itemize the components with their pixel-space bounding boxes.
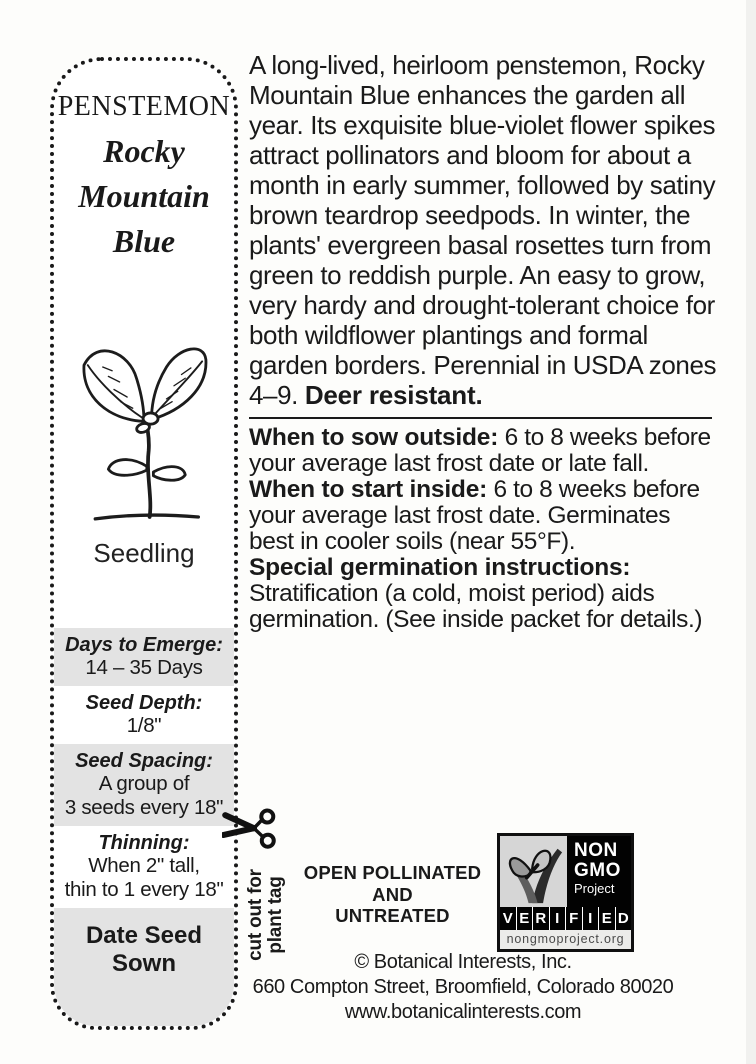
info-value: 14 – 35 Days xyxy=(85,656,203,679)
start-inside-text: 6 to 8 weeks before your average last frost date. Germinates best in cooler soils (near 55°F). xyxy=(249,476,700,555)
address-line: 660 Compton Street, Broomfield, Colorado 80020 xyxy=(252,976,674,998)
info-value: A group of xyxy=(98,772,190,795)
seedling-illustration xyxy=(69,320,219,534)
variety-line: Blue xyxy=(112,223,176,259)
verified-letter: I xyxy=(549,907,566,930)
start-inside-label: When to start inside: xyxy=(249,476,488,503)
illustration-caption: Seedling xyxy=(93,538,195,568)
variety-line: Rocky xyxy=(103,133,185,169)
growing-info-blocks xyxy=(54,628,234,1026)
start-inside-paragraph xyxy=(249,477,717,555)
info-value: 1/8" xyxy=(126,714,162,737)
verified-letter: E xyxy=(516,907,533,930)
info-block-seed-spacing xyxy=(54,744,234,826)
info-value: When 2" tall, xyxy=(88,854,200,877)
info-block-days-to-emerge xyxy=(54,628,234,686)
verified-letter: I xyxy=(582,907,599,930)
info-block-seed-depth xyxy=(54,686,234,744)
badge-title xyxy=(567,836,631,907)
non-gmo-url: nongmoproject.org xyxy=(500,930,631,949)
verified-letter: V xyxy=(502,910,513,927)
variety-title xyxy=(78,129,210,264)
date-seed-sown-block xyxy=(54,908,234,1026)
footer xyxy=(230,950,696,1025)
website-line: www.botanicalinterests.com xyxy=(344,1001,582,1023)
sow-outside-label: When to sow outside: xyxy=(249,424,499,451)
variety-line: Mountain xyxy=(78,178,210,214)
info-label: Thinning: xyxy=(98,832,190,854)
open-pollinated-line: UNTREATED xyxy=(335,905,450,926)
verified-letter: R xyxy=(532,907,549,930)
info-value: 3 seeds every 18" xyxy=(64,796,224,819)
verified-band xyxy=(500,907,631,930)
butterfly-icon xyxy=(500,836,567,907)
description-text: A long-lived, heirloom penstemon, Rocky Mountain Blue enhances the garden all year. Its exquisite blue-violet flower spikes attract pollinators and bloom for about a month in early summer, followed by satiny brown teardrop seedpods. In winter, the plants' evergreen basal rosettes turn from green to reddish purple. An easy to grow, very hardy and drought-tolerant choice for both wildflower plantings and formal garden borders. Perennial in USDA zones 4–9. xyxy=(249,50,717,410)
open-pollinated-line: OPEN POLLINATED xyxy=(303,862,482,883)
special-germination-paragraph xyxy=(249,555,717,633)
scissors-icon xyxy=(222,804,282,854)
copyright-line: © Botanical Interests, Inc. xyxy=(354,951,572,973)
verified-letter: F xyxy=(565,907,582,930)
plant-tag-panel xyxy=(50,57,238,1030)
special-germination-text: Stratification (a cold, moist period) aids germination. (See inside packet for details.) xyxy=(249,580,703,633)
sow-outside-text: 6 to 8 weeks before your average last frost date or late fall. xyxy=(249,424,711,477)
open-pollinated-line: AND xyxy=(372,883,413,905)
info-label: Days to Emerge: xyxy=(65,634,223,656)
description-paragraph xyxy=(249,50,717,410)
badge-gmo: GMO xyxy=(574,860,621,881)
sow-outside-paragraph xyxy=(249,425,717,477)
badge-top xyxy=(500,836,631,907)
special-germination-label: Special germination instructions: xyxy=(249,554,631,581)
cut-label-line: plant tag xyxy=(265,876,286,954)
info-label: Seed Spacing: xyxy=(75,750,213,772)
info-label: Seed Depth: xyxy=(85,692,203,714)
verified-letter: E xyxy=(598,907,615,930)
deer-resistant-note: Deer resistant. xyxy=(304,380,483,410)
badge-non: NON xyxy=(574,840,618,861)
info-value: thin to 1 every 18" xyxy=(64,878,224,901)
main-text-column xyxy=(249,50,717,633)
info-block-thinning xyxy=(54,826,234,908)
date-seed-sown-label: Date Seed Sown xyxy=(85,922,203,977)
verified-letter: D xyxy=(615,907,632,930)
badge-project: Project xyxy=(574,881,615,896)
scan-edge-artifact xyxy=(746,0,756,1064)
cut-label-line: cut out for xyxy=(245,869,266,961)
genus-title: PENSTEMON xyxy=(57,91,231,122)
non-gmo-verified-badge xyxy=(497,833,634,952)
open-pollinated-label xyxy=(290,862,495,927)
section-divider xyxy=(249,417,712,419)
